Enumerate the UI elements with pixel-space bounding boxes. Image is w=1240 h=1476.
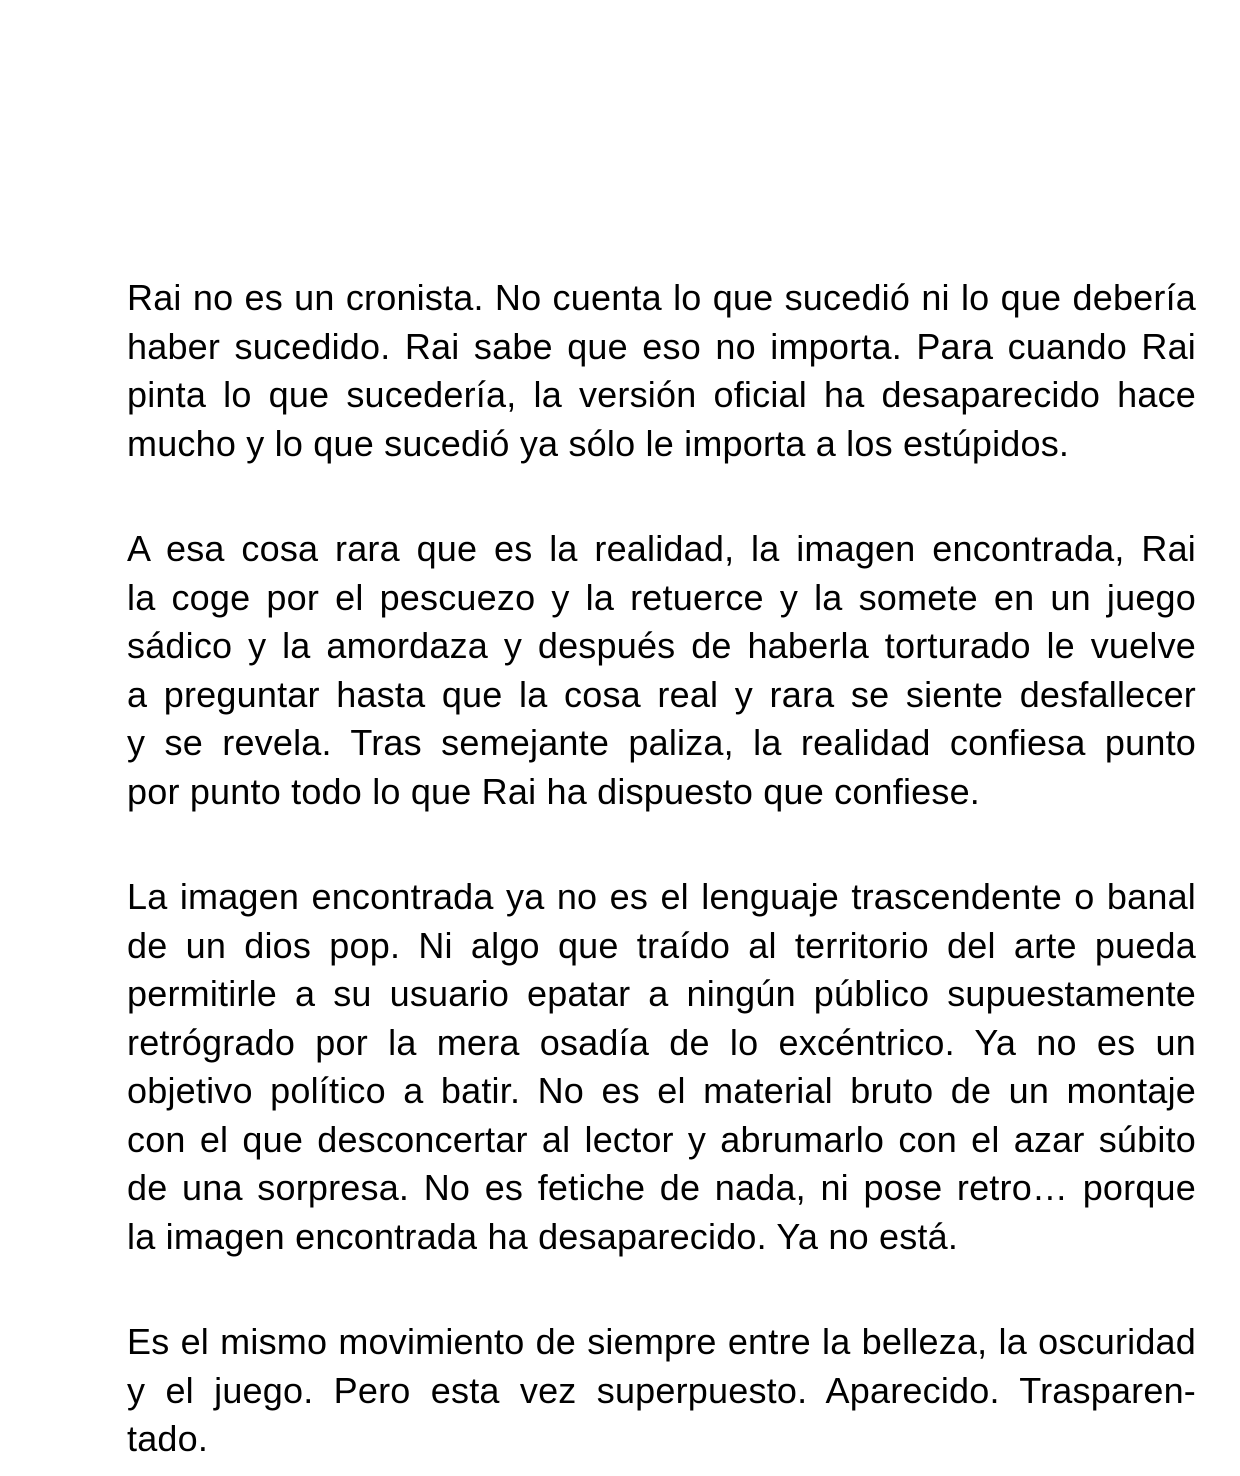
text-line: la coge por el pescuezo y la retuerce y la somete en un juego — [127, 576, 1196, 618]
text-line: con el que desconcertar al lector y abrumarlo con el azar súbito — [127, 1118, 1196, 1160]
text-line: objetivo político a batir. No es el material bruto de un montaje — [127, 1070, 1196, 1111]
text-line: y el juego. Pero esta vez superpuesto. Aparecido. Trasparen- — [127, 1369, 1196, 1411]
text-line: permitirle a su usuario epatar a ningún público supuestamente — [127, 973, 1196, 1014]
text-block — [127, 274, 1196, 1464]
text-line: la imagen encontrada ha desaparecido. Ya no está. — [127, 1215, 959, 1257]
paragraph-2 — [127, 525, 1196, 816]
text-line: Rai no es un cronista. No cuenta lo que sucedió ni lo que debería — [127, 277, 1196, 318]
text-line: Es el mismo movimiento de siempre entre la belleza, la oscuridad — [127, 1321, 1196, 1362]
text-line: haber sucedido. Rai sabe que eso no importa. Para cuando Rai — [127, 325, 1196, 367]
paragraph-1 — [127, 274, 1196, 468]
text-line: y se revela. Tras semejante paliza, la realidad confiesa punto — [127, 722, 1196, 763]
text-line: de un dios pop. Ni algo que traído al territorio del arte pueda — [127, 924, 1196, 966]
paragraph-3 — [127, 873, 1196, 1261]
text-line: a preguntar hasta que la cosa real y rara se siente desfallecer — [127, 673, 1196, 715]
text-line: La imagen encontrada ya no es el lenguaje trascendente o banal — [127, 876, 1196, 917]
text-line: A esa cosa rara que es la realidad, la imagen encontrada, Rai — [127, 528, 1196, 569]
text-line: sádico y la amordaza y después de haberla torturado le vuelve — [127, 625, 1196, 666]
text-line: pinta lo que sucedería, la versión oficial ha desaparecido hace — [127, 374, 1196, 415]
paragraph-4 — [127, 1318, 1196, 1464]
text-line: retrógrado por la mera osadía de lo excéntrico. Ya no es un — [127, 1021, 1196, 1063]
text-line: por punto todo lo que Rai ha dispuesto que confiese. — [127, 770, 981, 812]
text-line: mucho y lo que sucedió ya sólo le importa a los estúpidos. — [127, 422, 1070, 464]
text-line: de una sorpresa. No es fetiche de nada, ni pose retro… porque — [127, 1167, 1196, 1208]
text-line: tado. — [127, 1418, 209, 1459]
